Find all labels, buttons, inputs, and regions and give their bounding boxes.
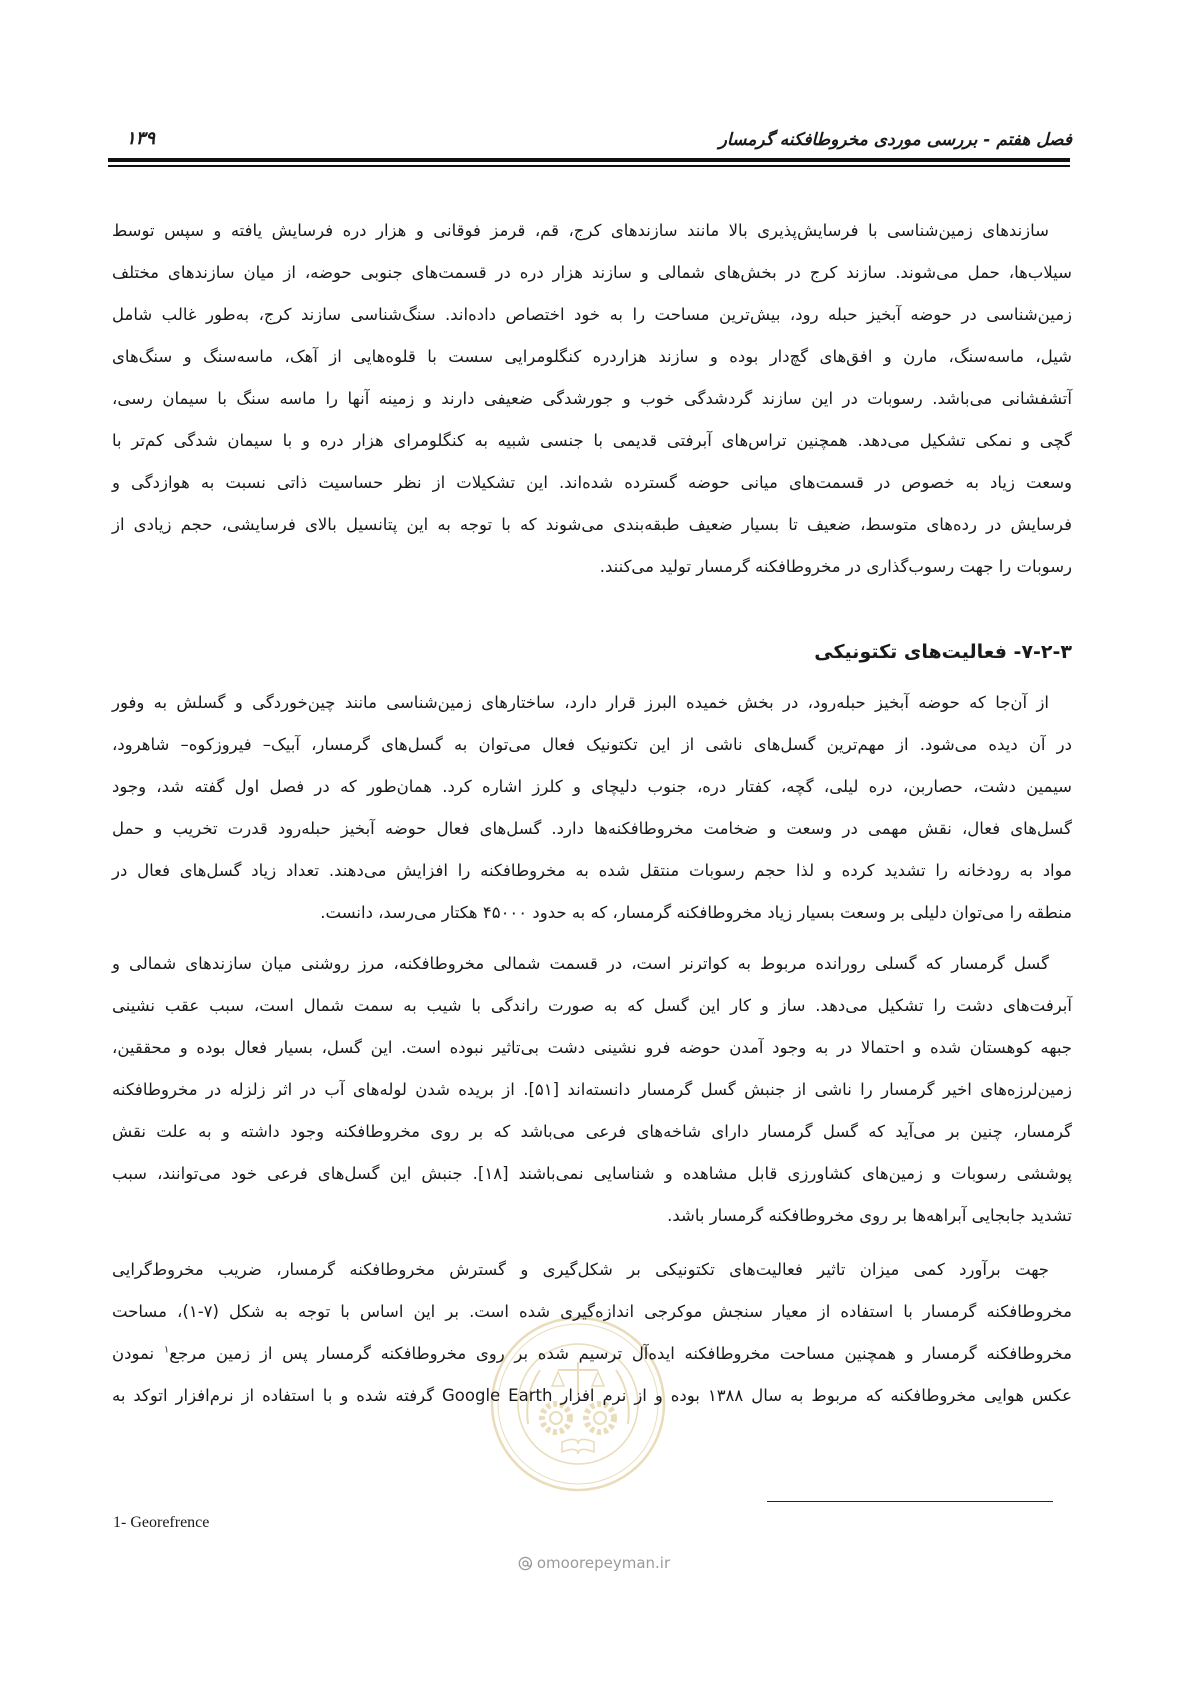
paragraph-conicity bbox=[112, 1249, 1072, 1417]
paragraph-line: گسل‌های فعال، نقش مهمی در وسعت و ضخامت مخروطافکنه‌ها دارد. گسل‌های فعال حوضه آبخیز حبله‌رود قدرت تخریب و حمل bbox=[112, 819, 1072, 838]
paragraph-line: از آن‌جا که حوضه آبخیز حبله‌رود، در بخش خمیده البرز قرار دارد، ساختارهای زمین‌شناسی مانند چین‌خوردگی و گسلش به وفور bbox=[112, 693, 1049, 712]
footnote-reference: ۱ bbox=[163, 1344, 170, 1356]
paragraph-line: سیمین دشت، حصاربن، دره لیلی، گچه، کفتار دره، جنوب دلیچای و کلرز اشاره کرد. همان‌طور که در فصل اول گفته شد، وجود bbox=[112, 777, 1072, 796]
paragraph-line: پوششی رسوبات و زمین‌های کشاورزی قابل مشاهده و شناسایی نمی‌باشند [۱۸]. جنبش این گسل‌های فرعی خود می‌توانند، سبب bbox=[112, 1164, 1072, 1183]
paragraph-faults bbox=[112, 682, 1072, 934]
paragraph-line: وسعت زیاد به خصوص در قسمت‌های میانی حوضه گسترده شده‌اند. این تشکیلات از نظر حساسیت ذاتی نسبت به هوازدگی و bbox=[112, 473, 1072, 492]
paragraph-line: مخروطافکنه گرمسار با استفاده از معیار سنجش موکرجی اندازه‌گیری شده است. بر این اساس با توجه به شکل (۷-۱)، مساحت bbox=[112, 1302, 1073, 1321]
paragraph-line: گرمسار، چنین بر می‌آید که گسل گرمسار دارای شاخه‌های فرعی می‌باشد که بر روی مخروطافکنه وجود داشته و به علت نقش bbox=[112, 1122, 1072, 1141]
footnote-rule bbox=[767, 1501, 1053, 1502]
paragraph-line: رسوبات را جهت رسوب‌گذاری در مخروطافکنه گرمسار تولید می‌کنند. bbox=[599, 557, 1072, 576]
chapter-running-title: فصل هفتم - بررسی موردی مخروطافکنه گرمسار bbox=[718, 130, 1072, 150]
paragraph-line: جهت برآورد کمی میزان تاثیر فعالیت‌های تکتونیکی بر شکل‌گیری و گسترش مخروطافکنه گرمسار، ضریب مخروط‌گرایی bbox=[112, 1260, 1049, 1279]
paragraph-line: در آن دیده می‌شود. از مهم‌ترین گسل‌های ناشی از این تکتونیک فعال می‌توان به گسل‌های گرمسار، آبیک– فیروزکوه– شاهرود، bbox=[112, 735, 1072, 754]
footnote-text: 1- Georefrence bbox=[113, 1514, 210, 1531]
paragraph-line: منطقه را می‌توان دلیلی بر وسعت بسیار زیاد مخروطافکنه گرمسار، که به حدود ۴۵۰۰۰ هکتار می‌رسد، دانست. bbox=[320, 903, 1072, 922]
paragraph-line: آبرفت‌های دشت را تشکیل می‌دهد. ساز و کار این گسل که به صورت راندگی با شیب به سمت شمال است، سبب عقب نشینی bbox=[112, 996, 1072, 1015]
paragraph-line: سیلاب‌ها، حمل می‌شوند. سازند کرج در بخش‌های شمالی و سازند هزار دره در قسمت‌های جنوبی حوضه، از میان سازندهای مختلف bbox=[112, 263, 1072, 282]
paragraph-line bbox=[112, 1333, 1072, 1375]
paragraph-line: جبهه کوهستان شده و احتمالا در به وجود آمدن حوضه فرو نشینی دشت بی‌تاثیر نبوده است. این گسل، بسیار فعال بوده و محققین، bbox=[112, 1038, 1072, 1057]
paragraph-line: گسل گرمسار که گسلی رورانده مربوط به کواترنر است، در قسمت شمالی مخروطافکنه، مرز روشنی میان سازندهای شمالی و bbox=[112, 954, 1049, 973]
at-sign-icon bbox=[518, 1556, 533, 1571]
paragraph-line: زمین‌شناسی در حوضه آبخیز حبله رود، بیش‌ترین مساحت را به خود اختصاص داده‌اند. سنگ‌شناسی سازند کرج، به‌طور غالب شامل bbox=[112, 305, 1072, 324]
paragraph-geology bbox=[112, 210, 1072, 588]
paragraph-line: سازندهای زمین‌شناسی با فرسایش‌پذیری بالا مانند سازندهای کرج، قم، قرمز فوقانی و هزار دره فرسایش یافته و سپس توسط bbox=[112, 221, 1049, 240]
paragraph-line: آتشفشانی می‌باشد. رسوبات در این سازند گردشدگی خوب و جورشدگی ضعیفی دارند و زمینه آنها را ماسه سنگ با سیمان رسی، bbox=[112, 389, 1072, 408]
section-heading: ۷-۲-۳- فعالیت‌های تکتونیکی bbox=[814, 641, 1072, 663]
paragraph-line: فرسایش در رده‌های متوسط، ضعیف تا بسیار ضعیف طبقه‌بندی می‌شوند که با توجه به این پتانسیل بالای فرسایشی، حجم زیادی از bbox=[112, 515, 1072, 534]
paragraph-line: زمین‌لرزه‌های اخیر گرمسار را ناشی از جنبش گسل گرمسار دانسته‌اند [۵۱]. از بریده شدن لوله‌های آب در اثر زلزله در مخروطافکنه bbox=[112, 1080, 1072, 1099]
paragraph-line: عکس هوایی مخروطافکنه که مربوط به سال ۱۳۸۸ بوده و از نرم افزار Google Earth گرفته شده و با استفاده از نرم‌افزار اتوکد به bbox=[112, 1386, 1072, 1405]
page-number: ۱۳۹ bbox=[126, 128, 156, 149]
paragraph-line: گچی و نمکی تشکیل می‌دهد. همچنین تراس‌های آبرفتی قدیمی با جنسی شبیه به کنگلومرای هزار دره و با سیمان شدگی کم‌تر با bbox=[112, 431, 1072, 450]
header-rule-thin bbox=[108, 165, 1070, 167]
paragraph-line: شیل، ماسه‌سنگ، مارن و افق‌های گچ‌دار بوده و سازند هزاردره کنگلومرایی سست با قلوه‌هایی از آهک، ماسه‌سنگ و سنگ‌های bbox=[112, 347, 1072, 366]
header-rule bbox=[108, 158, 1070, 162]
paragraph-line: مواد به رودخانه را تشدید کرده و لذا حجم رسوبات منتقل شده به مخروطافکنه را افزایش می‌دهند. تعداد زیاد گسل‌های فعال در bbox=[112, 861, 1072, 880]
paragraph-line: تشدید جابجایی آبراهه‌ها بر روی مخروطافکنه گرمسار باشد. bbox=[667, 1206, 1072, 1225]
site-watermark-text: omoorepeyman.ir bbox=[536, 1554, 671, 1572]
line-text: نمودن bbox=[112, 1344, 164, 1363]
paragraph-garmsar-fault bbox=[112, 943, 1072, 1237]
line-text: مخروطافکنه گرمسار و همچنین مساحت مخروطافکنه ایده‌آل ترسیم شده بر روی مخروطافکنه گرمسار پس از زمین مرجع bbox=[169, 1344, 1073, 1363]
site-watermark bbox=[518, 1553, 670, 1573]
